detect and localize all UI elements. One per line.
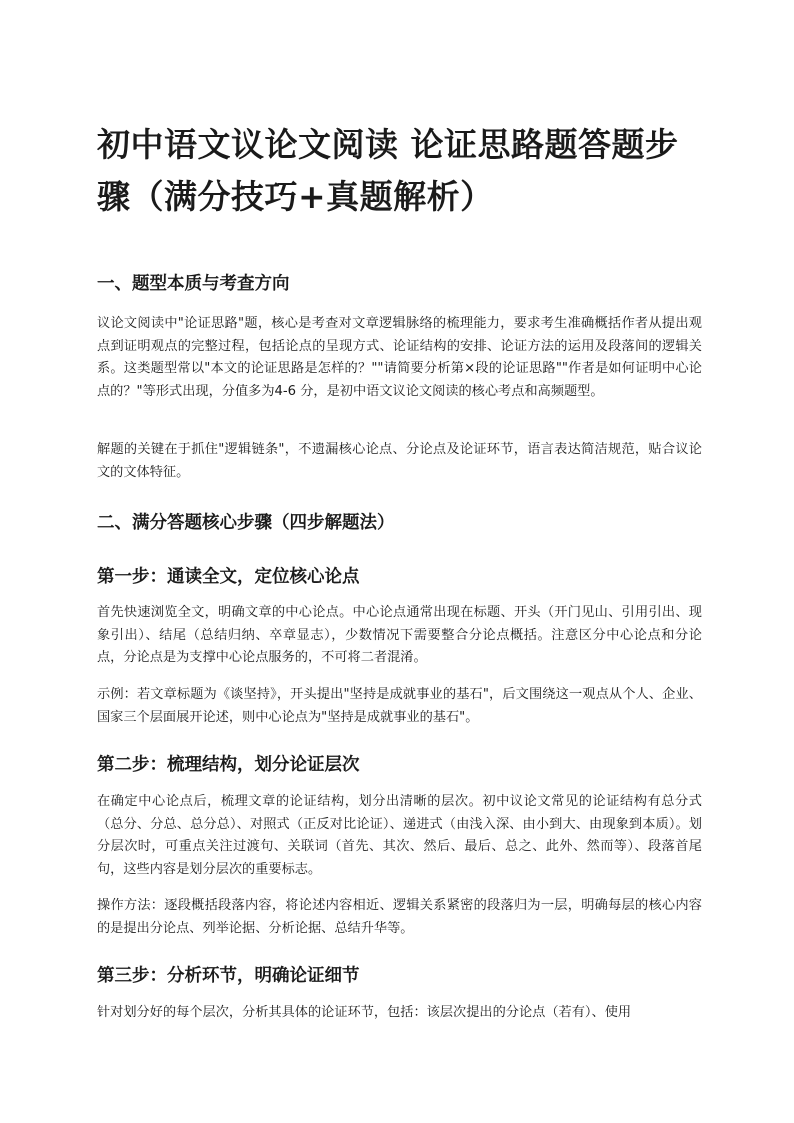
paragraph: 首先快速浏览全文，明确文章的中心论点。中心论点通常出现在标题、开头（开门见山、引用引出、现象引出）、结尾（总结归纳、卒章显志），少数情况下需要整合分论点概括。注意区分中心论点和分论点，分论点是为支撑中心论点服务的，不可将二者混淆。 (97, 605, 702, 665)
step-heading-2: 第二步：梳理结构，划分论证层次 (97, 755, 360, 775)
step-heading-3: 第三步：分析环节，明确论证细节 (97, 966, 360, 986)
section-heading-2: 二、满分答题核心步骤（四步解题法） (97, 513, 395, 533)
paragraph: 示例：若文章标题为《谈坚持》，开头提出"坚持是成就事业的基石"，后文围绕这一观点从个人、企业、国家三个层面展开论述，则中心论点为"坚持是成就事业的基石"。 (97, 687, 702, 725)
section-heading-1: 一、题型本质与考查方向 (97, 274, 290, 294)
paragraph: 操作方法：逐段概括段落内容，将论述内容相近、逻辑关系紧密的段落归为一层，明确每层的核心内容的是提出分论点、列举论据、分析论据、总结升华等。 (97, 898, 702, 936)
paragraph: 针对划分好的每个层次，分析其具体的论证环节，包括：该层次提出的分论点（若有）、使用 (97, 1005, 632, 1020)
step-heading-1: 第一步：通读全文，定位核心论点 (97, 567, 360, 587)
paragraph: 议论文阅读中"论证思路"题，核心是考查对文章逻辑脉络的梳理能力，要求考生准确概括作者从提出观点到证明观点的完整过程，包括论点的呈现方式、论证结构的安排、论证方法的运用及段落间的逻辑关系。这类题型常以"本文的论证思路是怎样的？""请简要分析第×段的论证思路""作者是如何证明中心论点的？"等形式出现，分值多为4-6 分，是初中语文议论文阅读的核心考点和高频题型。 (97, 316, 702, 399)
paragraph: 解题的关键在于抓住"逻辑链条"，不遗漏核心论点、分论点及论证环节，语言表达简洁规范，贴合议论文的文体特征。 (97, 442, 702, 480)
paragraph: 在确定中心论点后，梳理文章的论证结构，划分出清晰的层次。初中议论文常见的论证结构有总分式（总分、分总、总分总）、对照式（正反对比论证）、递进式（由浅入深、由小到大、由现象到本质）。划分层次时，可重点关注过渡句、关联词（首先、其次、然后、最后、总之、此外、然而等）、段落首尾句，这些内容是划分层次的重要标志。 (97, 794, 702, 877)
document-title: 初中语文议论文阅读 论证思路题答题步骤（满分技巧+真题解析） (97, 125, 679, 216)
